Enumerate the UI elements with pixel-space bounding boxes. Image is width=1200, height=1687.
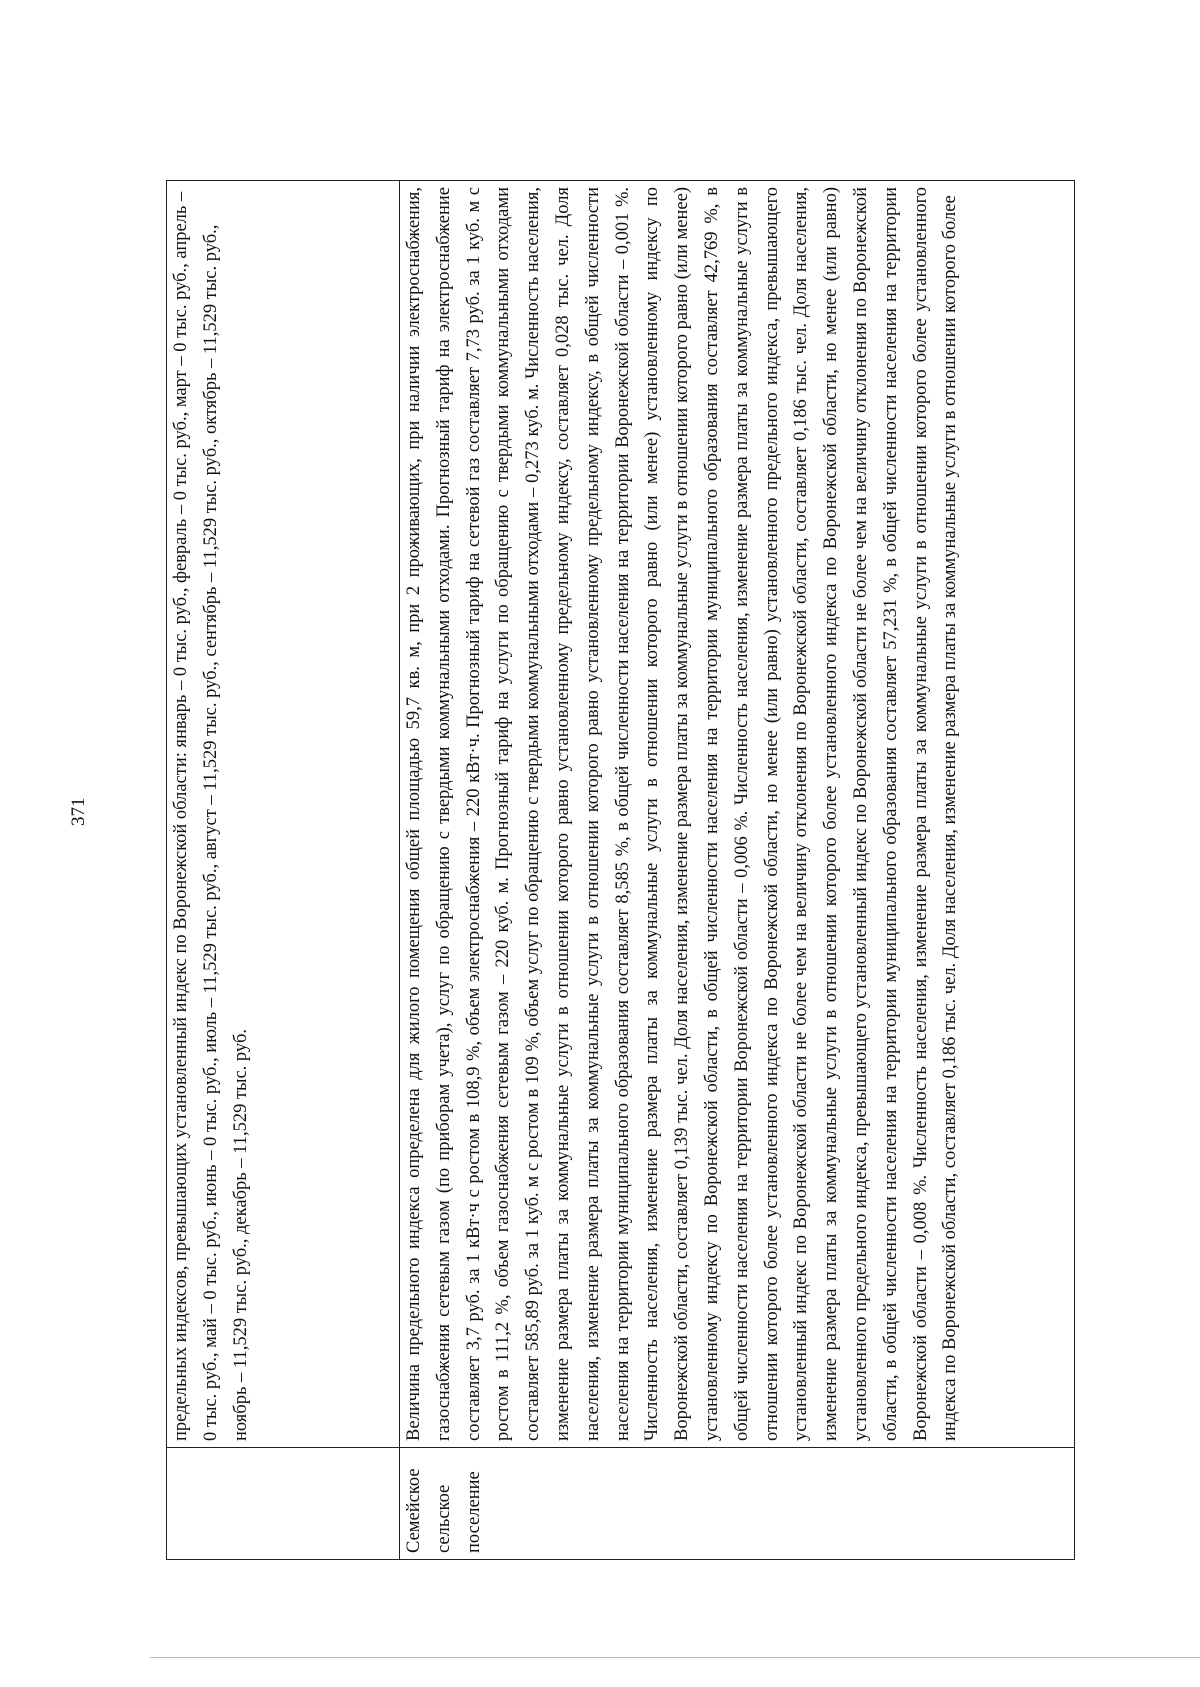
index-description-text: Величина предельного индекса определена для жилого помещения общей площадью 59,7 кв. м, при 2 проживающих, при наличии электроснабжения, газоснабжения сетевым газом (по приборам учета), услуг по обращению с твердыми коммунальными отходами. Прогнозный тариф на электроснабжение составляет 3,7 руб. за 1 кВт·ч с ростом в 108,9 %, объем электроснабжения – 220 кВт·ч. Прогнозный тариф на сетевой газ составляет 7,73 руб. за 1 куб. м с ростом в 111,2 %, объем газоснабжения сетевым газом – 220 куб. м. Прогнозный тариф на услуги по обращению с твердыми коммунальными отходами составляет 585,89 руб. за 1 куб. м с ростом в 109 %, объем услуг по обращению с твердыми коммунальными отходами – 0,273 куб. м. Численность населения, изменение размера платы за коммунальные услуги в отношении которого равно установленному предельному индексу, составляет 0,028 тыс. чел. Доля населения, изменение размера платы за коммунальные услуги в отношении которого равно установленному предельному индексу, в общей численности населения на территории муниципального образования составляет 8,585 %, в общей численности населения на территории Воронежской области – 0,001 %. Численность населения, изменение размера платы за коммунальные услуги в отношении которого равно (или менее) установленному индексу по Воронежской области, составляет 0,139 тыс. чел. Доля населения, изменение размера платы за коммунальные услуги в отношении которого равно (или менее) установленному индексу по Воронежской области, в общей численности населения на территории муниципального образования составляет 42,769 %, в общей численности населения на территории Воронежской области – 0,006 %. Численность населения, изменение размера платы за коммунальные услуги в отношении которого более установленного индекса по Воронежской области, но менее (или равно) установленного предельного индекса, превышающего установленный индекс по Воронежской области не более чем на величину отклонения по Воронежской области, составляет 0,186 тыс. чел. Доля населения, изменение размера платы за коммунальные услуги в отношении которого более установленного индекса по Воронежской области, но менее (или равно) установленного предельного индекса, превышающего установленный индекс по Воронежской области не более чем на величину отклонения по Воронежской области, в общей численности населения на территории муниципального образования составляет 57,231 %, в общей численности населения на территории Воронежской области – 0,008 %. Численность населения, изменение размера платы за коммунальные услуги в отношении которого более установленного индекса по Воронежской области, составляет 0,186 тыс. чел. Доля населения, изменение размера платы за коммунальные услуги в отношении которого более <box>404 187 961 1441</box>
table-row <box>167 181 400 1560</box>
page-number: 371 <box>68 797 89 826</box>
rotated-table-frame <box>166 180 1074 1560</box>
index-description-cell: предельных индексов, превышающих установленный индекс по Воронежской области: январь – 0 тыс. руб., февраль – 0 тыс. руб., март – 0 тыс. руб., апрель – 0 тыс. руб., май – 0 тыс. руб., июнь – 0 тыс. руб., июль – 11,529 тыс. руб., август – 11,529 тыс. руб., сентябрь – 11,529 тыс. руб., октябрь – 11,529 тыс. руб., ноябрь – 11,529 тыс. руб., декабрь – 11,529 тыс. руб. <box>167 181 400 1448</box>
table-row <box>400 181 1075 1560</box>
municipality-name-cell: Семейское сельское поселение <box>400 1448 1075 1560</box>
municipal-index-table <box>166 180 1075 1560</box>
scan-edge-line <box>150 1657 1200 1658</box>
municipality-name-cell <box>167 1448 400 1560</box>
index-description-cell <box>400 181 1075 1448</box>
